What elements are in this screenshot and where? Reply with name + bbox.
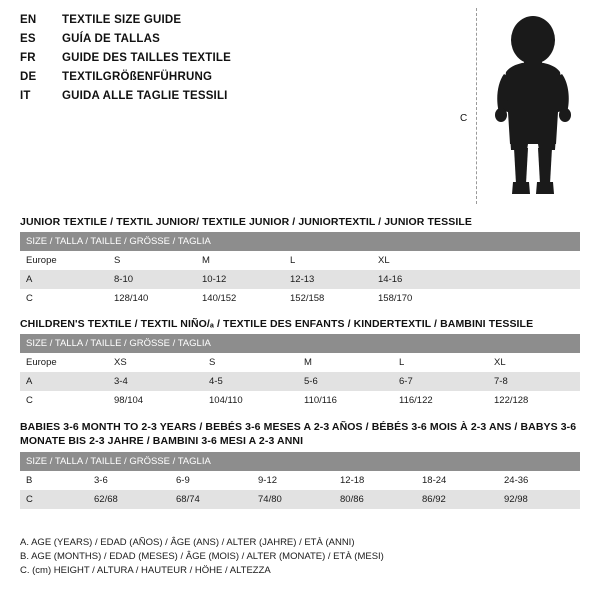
section-title: JUNIOR TEXTILE / TEXTIL JUNIOR/ TEXTILE JUNIOR / JUNIORTEXTIL / JUNIOR TESSILE [20, 216, 472, 228]
table-row [20, 251, 580, 270]
height-measurement-figure [450, 8, 590, 204]
cell: 3-4 [108, 372, 203, 391]
cell: 4-5 [203, 372, 298, 391]
cell: S [108, 251, 196, 270]
table-row [20, 353, 580, 372]
cell: M [196, 251, 284, 270]
cell: XL [372, 251, 460, 270]
cell: 110/116 [298, 391, 393, 410]
table-header-row [20, 232, 580, 251]
language-code-en: EN [20, 14, 37, 26]
cell: 98/104 [108, 391, 203, 410]
row-label: C [20, 490, 88, 509]
cell: 122/128 [488, 391, 580, 410]
table-row [20, 372, 580, 391]
title-de: TEXTILGRÖßENFÜHRUNG [62, 71, 213, 83]
language-code-de: DE [20, 71, 37, 83]
row-label: A [20, 372, 108, 391]
row-label: Europe [20, 353, 108, 372]
row-label: A [20, 270, 108, 289]
cell: 158/170 [372, 289, 460, 308]
row-label: C [20, 289, 108, 308]
language-code-fr: FR [20, 52, 36, 64]
cell: 10-12 [196, 270, 284, 289]
section-babies-textile [20, 420, 580, 509]
measurement-guide-line [476, 8, 477, 204]
cell: L [393, 353, 488, 372]
header-row [20, 52, 440, 71]
footnote-b: B. AGE (MONTHS) / EDAD (MESES) / ÂGE (MOIS) / ALTER (MONATE) / ETÀ (MESI) [20, 551, 384, 562]
title-es: GUÍA DE TALLAS [62, 33, 160, 45]
language-code-es: ES [20, 33, 36, 45]
cell: 152/158 [284, 289, 372, 308]
cell: 3-6 [88, 471, 170, 490]
cell: 92/98 [498, 490, 580, 509]
cell: 5-6 [298, 372, 393, 391]
cell-empty [460, 251, 580, 270]
header-row [20, 90, 440, 109]
section-junior-textile [20, 216, 580, 308]
toddler-silhouette-icon [486, 12, 586, 204]
row-label: Europe [20, 251, 108, 270]
cell: 68/74 [170, 490, 252, 509]
cell: 14-16 [372, 270, 460, 289]
title-en: TEXTILE SIZE GUIDE [62, 14, 182, 26]
junior-size-table [20, 232, 580, 308]
cell: 7-8 [488, 372, 580, 391]
children-size-table [20, 334, 580, 410]
cell: 12-18 [334, 471, 416, 490]
title-it: GUIDA ALLE TAGLIE TESSILI [62, 90, 228, 102]
language-header [20, 14, 440, 109]
table-header-label: SIZE / TALLA / TAILLE / GRÖSSE / TAGLIA [20, 232, 580, 251]
header-row [20, 14, 440, 33]
language-code-it: IT [20, 90, 31, 102]
table-row [20, 490, 580, 509]
table-row [20, 270, 580, 289]
footnote-c: C. (cm) HEIGHT / ALTURA / HAUTEUR / HÖHE / ALTEZZA [20, 565, 271, 576]
cell: 18-24 [416, 471, 498, 490]
cell: 6-9 [170, 471, 252, 490]
table-header-label: SIZE / TALLA / TAILLE / GRÖSSE / TAGLIA [20, 334, 580, 353]
cell: L [284, 251, 372, 270]
row-label: B [20, 471, 88, 490]
table-header-label: SIZE / TALLA / TAILLE / GRÖSSE / TAGLIA [20, 452, 580, 471]
cell: 128/140 [108, 289, 196, 308]
cell: 104/110 [203, 391, 298, 410]
section-childrens-textile [20, 318, 580, 410]
cell: 80/86 [334, 490, 416, 509]
table-header-row [20, 452, 580, 471]
cell: 62/68 [88, 490, 170, 509]
measurement-label-c: C [460, 113, 468, 124]
cell: 8-10 [108, 270, 196, 289]
cell: 6-7 [393, 372, 488, 391]
cell: 12-13 [284, 270, 372, 289]
cell: S [203, 353, 298, 372]
cell: 140/152 [196, 289, 284, 308]
table-row [20, 471, 580, 490]
section-title: CHILDREN'S TEXTILE / TEXTIL NIÑO/ₐ / TEXTILE DES ENFANTS / KINDERTEXTIL / BAMBINI TESSILE [20, 318, 534, 330]
cell: 86/92 [416, 490, 498, 509]
cell: 116/122 [393, 391, 488, 410]
cell: 74/80 [252, 490, 334, 509]
babies-size-table [20, 452, 580, 509]
cell: XL [488, 353, 580, 372]
table-row [20, 391, 580, 410]
cell: 24-36 [498, 471, 580, 490]
cell: 9-12 [252, 471, 334, 490]
section-title: BABIES 3-6 MONTH TO 2-3 YEARS / BEBÉS 3-6 MESES A 2-3 AÑOS / BÉBÉS 3-6 MOIS À 2-3 ANS / BABYS 3-6 MONATE BIS 2-3 JAHRE / BAMBINI 3-6 MESI A 2-3 ANNI [20, 421, 577, 447]
header-row [20, 71, 440, 90]
table-row [20, 289, 580, 308]
footnotes [20, 536, 580, 578]
title-fr: GUIDE DES TAILLES TEXTILE [62, 52, 231, 64]
cell-empty [460, 270, 580, 289]
footnote-a: A. AGE (YEARS) / EDAD (AÑOS) / ÂGE (ANS) / ALTER (JAHRE) / ETÀ (ANNI) [20, 537, 355, 548]
row-label: C [20, 391, 108, 410]
header-row [20, 33, 440, 52]
cell: XS [108, 353, 203, 372]
table-header-row [20, 334, 580, 353]
cell: M [298, 353, 393, 372]
cell-empty [460, 289, 580, 308]
